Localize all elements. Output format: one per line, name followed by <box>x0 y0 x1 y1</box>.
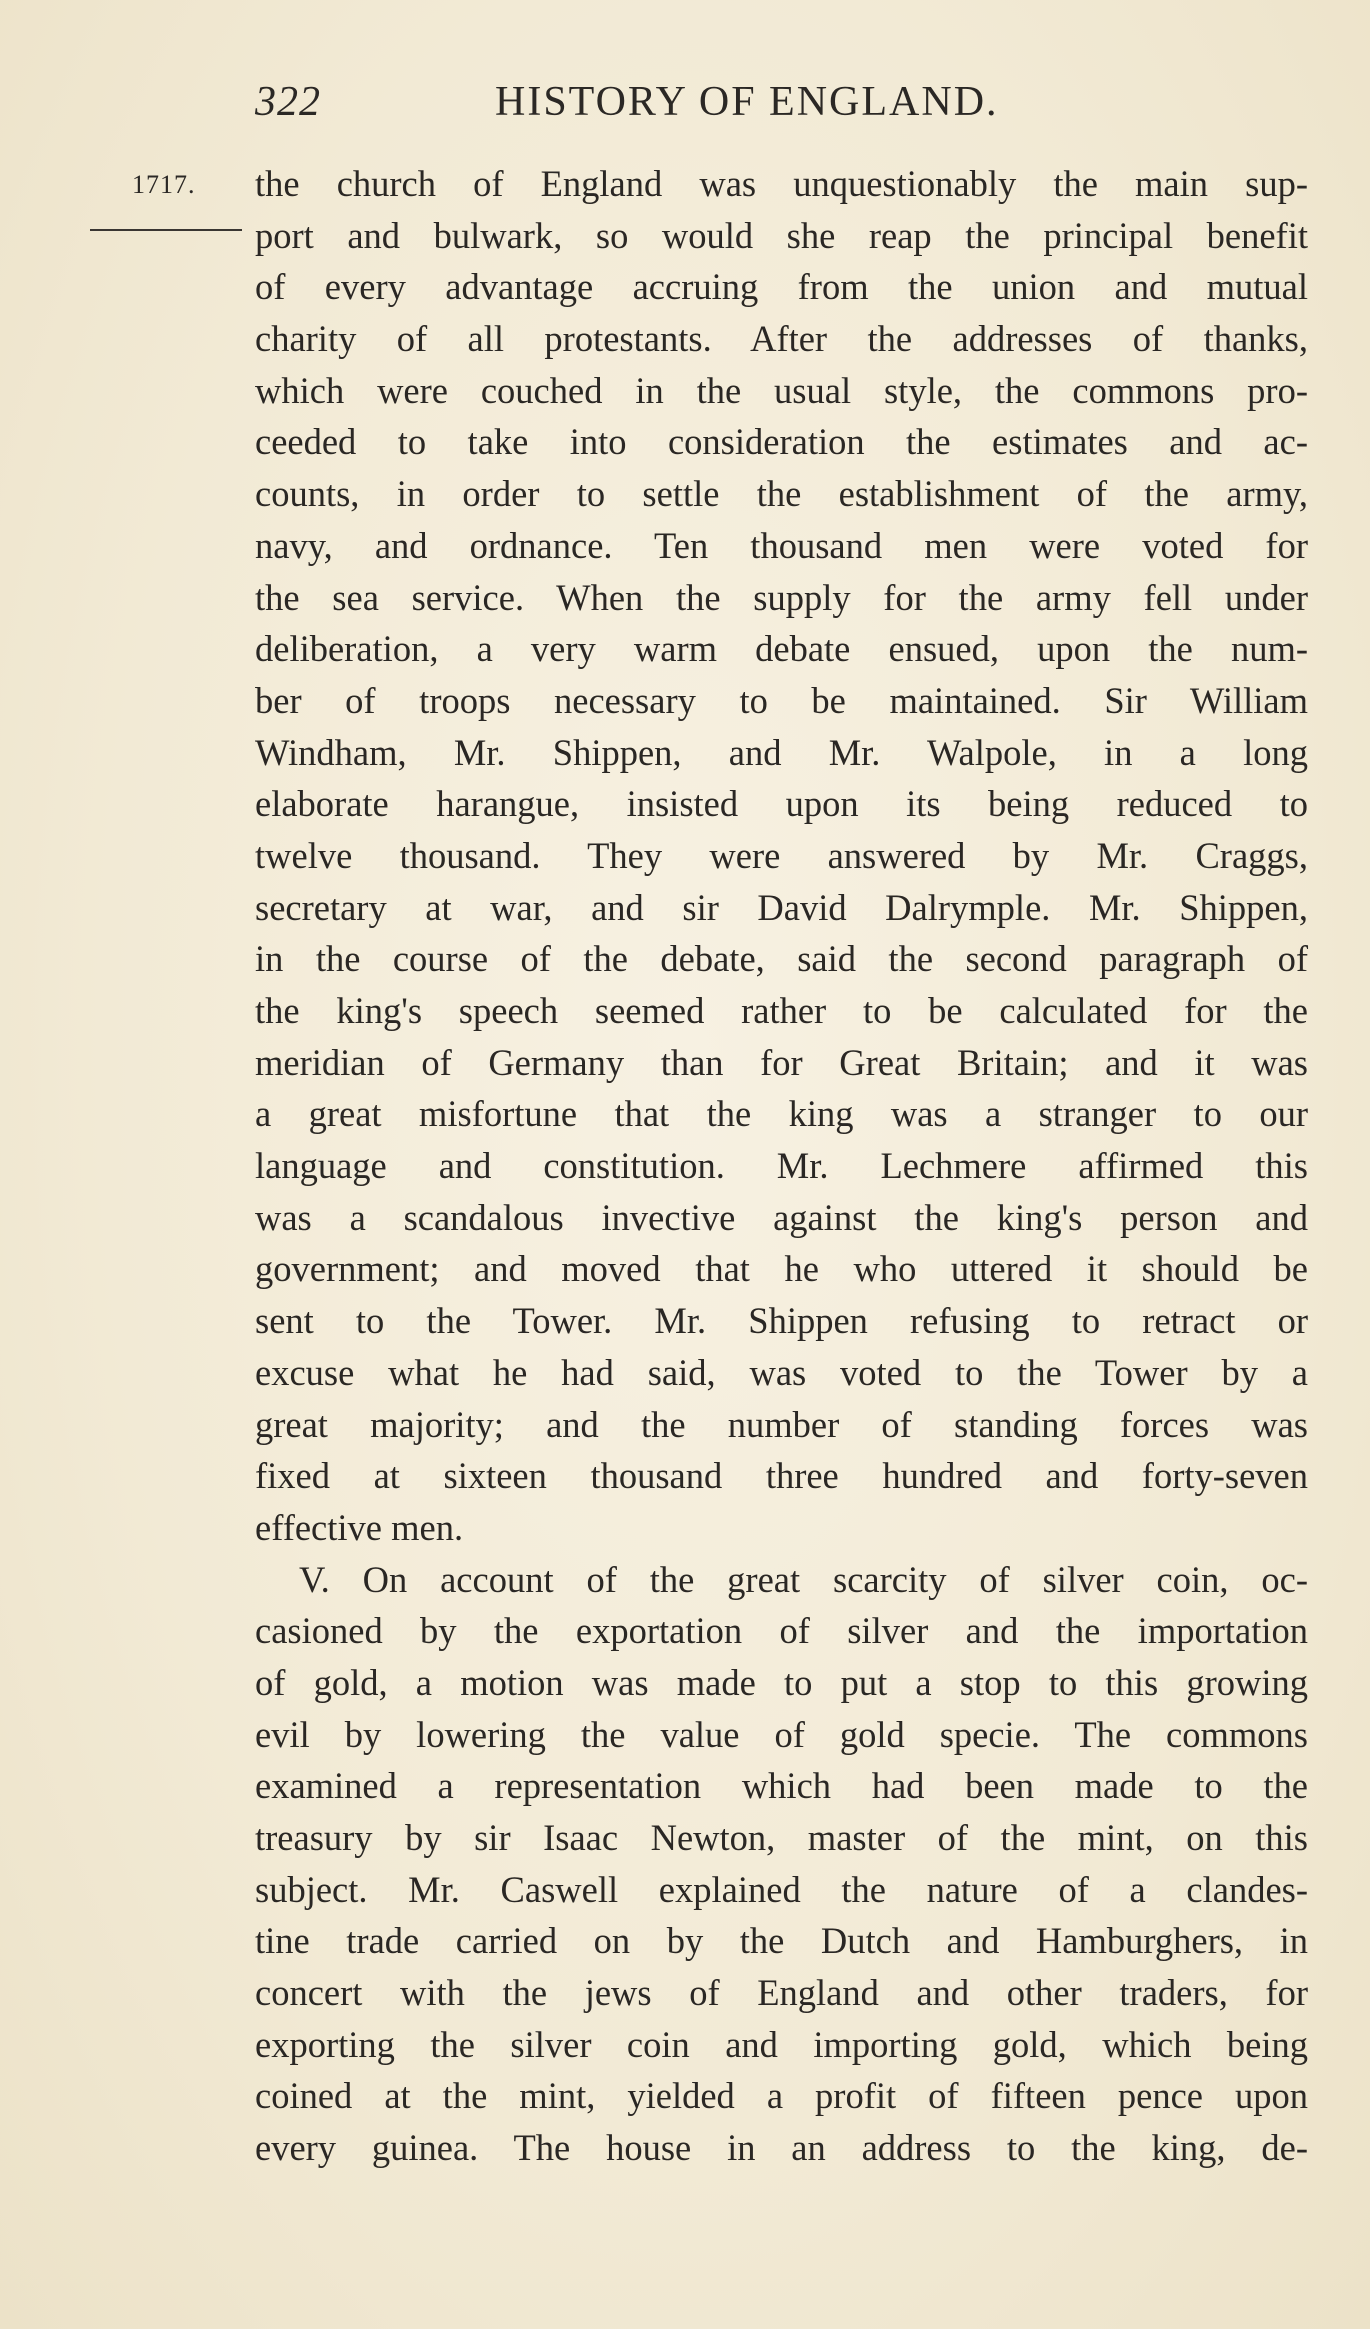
text-line: a great misfortune that the king was a stranger to our <box>255 1093 1308 1135</box>
margin-rule <box>90 229 242 231</box>
text-line: of gold, a motion was made to put a stop to this growing <box>255 1661 1308 1703</box>
page-number: 322 <box>255 79 321 125</box>
section-start-line: V. On account of the great scarcity of silver coin, oc- <box>299 1558 1308 1600</box>
text-line: treasury by sir Isaac Newton, master of the mint, on this <box>255 1817 1308 1858</box>
text-line: charity of all protestants. After the addresses of thanks, <box>255 318 1308 360</box>
text-line: twelve thousand. They were answered by Mr. Craggs, <box>255 834 1308 876</box>
text-line: which were couched in the usual style, the commons pro- <box>255 369 1308 411</box>
text-line: deliberation, a very warm debate ensued, upon the num- <box>255 628 1308 670</box>
text-line: sent to the Tower. Mr. Shippen refusing to retract or <box>255 1300 1308 1342</box>
text-line: excuse what he had said, was voted to the Tower by a <box>255 1351 1308 1393</box>
text-line: tine trade carried on by the Dutch and Hamburghers, in <box>255 1920 1308 1962</box>
text-line: of every advantage accruing from the union and mutual <box>255 266 1308 308</box>
text-line: elaborate harangue, insisted upon its being reduced to <box>255 783 1308 825</box>
text-line: evil by lowering the value of gold specie. The commons <box>255 1713 1308 1755</box>
text-line: the king's speech seemed rather to be calculated for the <box>255 990 1308 1031</box>
paragraph-end-line: effective men. <box>255 1506 464 1548</box>
text-line: language and constitution. Mr. Lechmere affirmed this <box>255 1145 1308 1187</box>
text-line: ber of troops necessary to be maintained. Sir William <box>255 679 1308 721</box>
running-head: HISTORY OF ENGLAND. <box>495 79 999 125</box>
text-line: in the course of the debate, said the second paragraph of <box>255 938 1308 980</box>
text-line: ceeded to take into consideration the estimates and ac- <box>255 421 1308 463</box>
text-line: port and bulwark, so would she reap the principal benefit <box>255 214 1308 256</box>
text-line: navy, and ordnance. Ten thousand men were voted for <box>255 524 1308 566</box>
text-line: secretary at war, and sir David Dalrymple. Mr. Shippen, <box>255 886 1308 928</box>
text-line: every guinea. The house in an address to the king, de- <box>255 2127 1308 2169</box>
text-line: subject. Mr. Caswell explained the nature of a clandes- <box>255 1868 1308 1910</box>
text-line: casioned by the exportation of silver and the importation <box>255 1610 1308 1652</box>
text-line: fixed at sixteen thousand three hundred and forty-seven <box>255 1455 1308 1497</box>
text-line: concert with the jews of England and other traders, for <box>255 1972 1308 2014</box>
page-header <box>255 78 1080 138</box>
text-line: counts, in order to settle the establishment of the army, <box>255 473 1308 515</box>
text-line: meridian of Germany than for Great Britain; and it was <box>255 1041 1308 1083</box>
text-line: exporting the silver coin and importing gold, which being <box>255 2023 1308 2065</box>
text-line: the sea service. When the supply for the army fell under <box>255 576 1308 618</box>
margin-year: 1717. <box>132 170 196 199</box>
text-line: examined a representation which had been made to the <box>255 1765 1308 1807</box>
text-line: great majority; and the number of standing forces was <box>255 1403 1308 1445</box>
text-line: Windham, Mr. Shippen, and Mr. Walpole, in a long <box>255 731 1308 773</box>
text-line: the church of England was unquestionably the main sup- <box>255 163 1308 204</box>
text-line: coined at the mint, yielded a profit of fifteen pence upon <box>255 2075 1308 2117</box>
body-text <box>255 158 1308 2174</box>
text-line: government; and moved that he who uttered it should be <box>255 1248 1308 1290</box>
text-line: was a scandalous invective against the king's person and <box>255 1196 1308 1238</box>
